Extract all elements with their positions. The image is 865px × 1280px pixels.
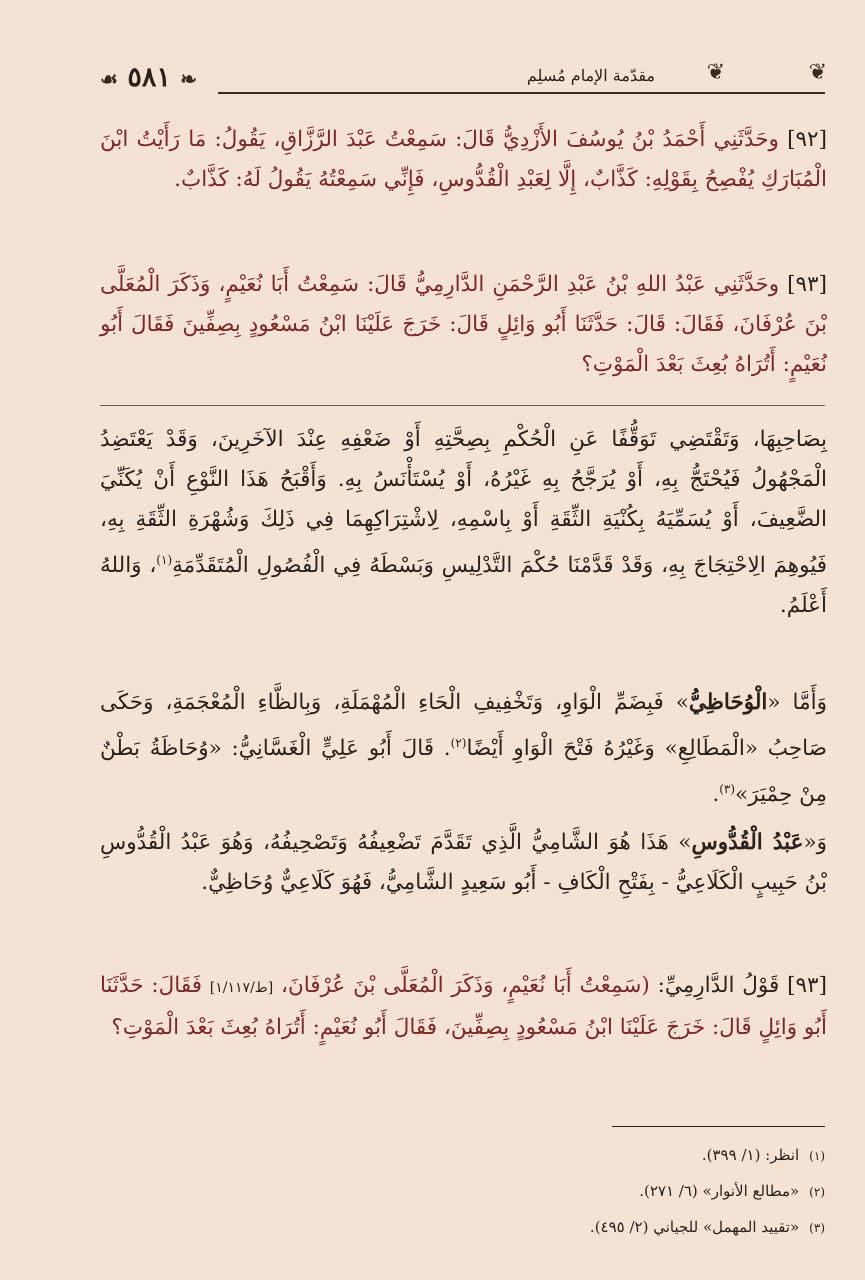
header-rule <box>218 92 825 94</box>
running-title: مقدّمة الإمام مُسلِم <box>526 66 655 85</box>
footnote-ref[interactable]: (٢) <box>450 736 467 750</box>
hadith-93 <box>100 265 827 385</box>
section-divider <box>100 405 825 406</box>
hadith-number: [٩٣] <box>787 973 827 998</box>
footnote-2: (٢)«مطالع الأنوار» (٦/ ٢٧١). <box>639 1182 825 1200</box>
commentary-paragraph-3: وَ«عَبْدُ الْقُدُّوسِ» هَذَا هُوَ الشَّامِيُّ الَّذِي تَقَدَّمَ تَضْعِيفُهُ وَتَصْحِيفُهُ، وَهُوَ عَبْدُ الْقُدُّوسِ بْنُ حَبِيبٍ الْكَلَاعِيُّ - بِفَتْحِ الْكَافِ - أَبُو سَعِيدٍ الشَّامِيُّ، فَهُوَ كَلَاعِيٌّ وُحَاظِيٌّ. <box>100 830 827 895</box>
hadith-number: [٩٣] <box>787 272 827 297</box>
flourish-icon: ❦ <box>808 60 827 85</box>
footnote-3: (٣)«تقييد المهمل» للجياني (٢/ ٤٩٥). <box>589 1218 825 1236</box>
hadith-92 <box>100 120 827 200</box>
footnote-ref[interactable]: (٣) <box>719 782 736 797</box>
edition-page-marker: [ط/١/١١٧] <box>209 980 274 996</box>
ornament-left-icon: ❧ <box>180 66 198 91</box>
term-abd-al-quddus: عَبْدُ الْقُدُّوسِ <box>691 830 804 855</box>
footnote-rule <box>612 1126 825 1127</box>
hadith-text: وحَدَّثَنِي عَبْدُ اللهِ بْنُ عَبْدِ الرَّحْمَنِ الدَّارِمِيُّ قَالَ: سَمِعْتُ أَبَا نُعَيْمٍ، وَذَكَرَ الْمُعَلَّى بْنَ عُرْفَانَ، فَقَالَ: قَالَ: حَدَّثَنَا أَبُو وَائِلٍ قَالَ: خَرَجَ عَلَيْنَا ابْنُ مَسْعُودٍ بِصِفِّينَ فَقَالَ أَبُو نُعَيْمٍ: أَتُرَاهُ بُعِثَ بَعْدَ الْمَوْتِ؟ <box>100 272 827 377</box>
commentary-paragraph-1: بِصَاحِبِهَا، وَتَقْتَضِي تَوَقُّفًا عَنِ الْحُكْمِ بِصِحَّتِهِ أَوْ ضَعْفِهِ عِنْدَ الآخَرِينَ، وَقَدْ يَعْتَضِدُ الْمَجْهُولُ فَيُحْتَجُّ بِهِ، أَوْ يُرَجَّحُ بِهِ غَيْرُهُ، أَوْ يُسْتَأْنَسُ بِهِ. وَأَقْبَحُ هَذَا النَّوْعِ أَنْ يُكَنِّيَ الضَّعِيفَ، أَوْ يُسَمِّيَهُ بِكُنْيَةِ الثِّقَةِ أَوْ بِاسْمِهِ، لِاشْتِرَاكِهِمَا فِي ذَلِكَ وَشُهْرَةِ الثِّقَةِ بِهِ، فَيُوهِمَ الِاحْتِجَاجَ بِهِ، وَقَدْ قَدَّمْنَا حُكْمَ التَّدْلِيسِ وَبَسْطَهُ فِي الْفُصُولِ الْمُتَقَدِّمَةِ$^{(١)}$، وَاللهُ أَعْلَمُ. <box>100 427 827 619</box>
term-wuhazi: الْوُحَاظِيُّ <box>688 690 768 715</box>
hadith-number: [٩٢] <box>787 127 827 152</box>
flourish-icon: ❦ <box>706 60 725 85</box>
page-number: ❧ ٥٨١ ☙ <box>100 62 198 93</box>
commentary-paragraph-4: [٩٣] قَوْلُ الدَّارِمِيِّ: (سَمِعْتُ أَبَا نُعَيْمٍ، وَذَكَرَ الْمُعَلَّى بْنَ عُرْفَانَ، [ط/١/١١٧] فَقَالَ: حَدَّثَنَا أَبُو وَائِلٍ قَالَ: خَرَجَ عَلَيْنَا ابْنُ مَسْعُودٍ بِصِفِّينَ، فَقَالَ أَبُو نُعَيْمٍ: أَتُرَاهُ بُعِثَ بَعْدَ الْمَوْتِ؟ <box>100 973 827 1040</box>
page-header <box>100 62 825 98</box>
commentary-paragraph-2: وَأَمَّا «الْوُحَاظِيُّ» فَبِضَمِّ الْوَاوِ، وَتَخْفِيفِ الْحَاءِ الْمُهْمَلَةِ، وَبِالظَّاءِ الْمُعْجَمَةِ، وَحَكَى صَاحِبُ «الْمَطَالِعِ» وَغَيْرُهُ فَتْحَ الْوَاوِ أَيْضًا$^{(٢)}$. قَالَ أَبُو عَلِيٍّ الْغَسَّانِيُّ: «وُحَاظَةُ بَطْنٌ مِنْ حِمْيَرَ»$^{(٣)}$. <box>100 690 827 808</box>
ornament-right-icon: ☙ <box>100 66 118 91</box>
hadith-text: وحَدَّثَنِي أَحْمَدُ بْنُ يُوسُفَ الأَزْدِيُّ قَالَ: سَمِعْتُ عَبْدَ الرَّزَّاقِ، يَقُولُ: مَا رَأَيْتُ ابْنَ الْمُبَارَكِ يُفْصِحُ بِقَوْلِهِ: كَذَّابٌ، إِلَّا لِعَبْدِ الْقُدُّوسِ، فَإِنِّي سَمِعْتُهُ يَقُولُ لَهُ: كَذَّابٌ. <box>100 127 827 192</box>
footnote-ref[interactable]: (١) <box>156 553 173 567</box>
footnote-1: (١)انظر: (١/ ٣٩٩). <box>701 1146 825 1164</box>
